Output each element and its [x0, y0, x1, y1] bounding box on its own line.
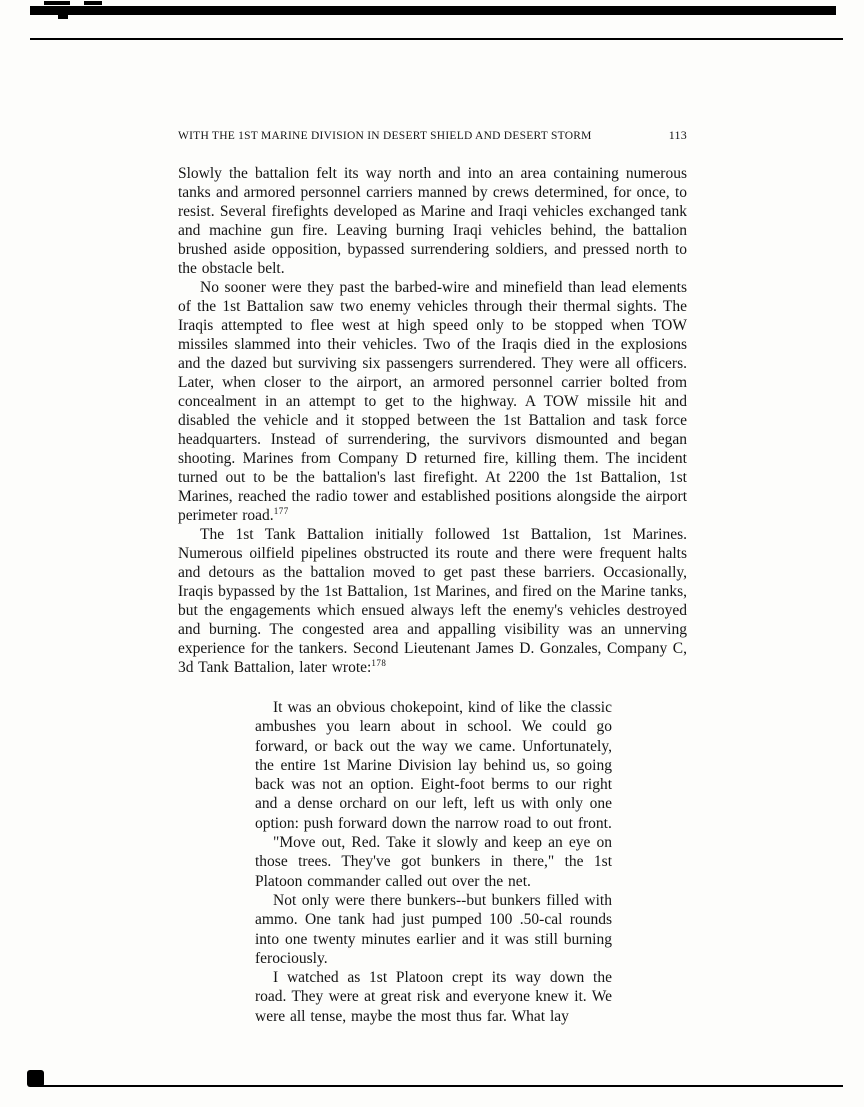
scan-artifact-tick [44, 1, 70, 5]
paragraph-text: Slowly the battalion felt its way north and into an area containing numerous tanks and armored personnel carriers manned by crews determined, for once, to resist. Several firefights developed as Marine and Iraqi vehicles exchanged tank and machine gun fire. Leaving burning Iraqi vehicles behind, the battalion brushed aside opposition, bypassed surrendering soldiers, and pressed north to the obstacle belt. [178, 165, 687, 277]
footnote-marker: 178 [371, 657, 387, 668]
scan-artifact-tick [84, 1, 102, 5]
footnote-marker: 177 [273, 505, 289, 516]
page-content [178, 128, 687, 1026]
paragraph [178, 164, 687, 278]
quote-paragraph: "Move out, Red. Take it slowly and keep an eye on those trees. They've got bunkers in there," the 1st Platoon commander called out over the net. [255, 834, 612, 890]
paragraph-text: The 1st Tank Battalion initially followed 1st Battalion, 1st Marines. Numerous oilfield pipelines obstructed its route and there were frequent halts and detours as the battalion moved to get past these barriers. Occasionally, Iraqis bypassed by the 1st Battalion, 1st Marines, and fired on the Marine tanks, but the engagements which ensued always left the enemy's vehicles destroyed and burning. The congested area and appalling visibility was an unnerving experience for the tankers. Second Lieutenant James D. Gonzales, Company C, 3d Tank Battalion, later wrote: [178, 526, 687, 676]
quote-paragraph: It was an obvious chokepoint, kind of like the classic ambushes you learn about in school. We could go forward, or back out the way we came. Unfortunately, the entire 1st Marine Division lay behind us, so going back was not an option. Eight-foot berms to our right and a dense orchard on our left, left us with only one option: push forward down the narrow road to out front. [255, 699, 612, 832]
block-quote [255, 698, 612, 1026]
page-number: 113 [668, 128, 687, 142]
paragraph [178, 525, 687, 677]
running-header [178, 128, 687, 143]
top-rule [30, 38, 843, 40]
quote-paragraph: Not only were there bunkers--but bunkers filled with ammo. One tank had just pumped 100 .50-cal rounds into one twenty minutes earlier and it was still burning ferociously. [255, 891, 612, 967]
running-header-title: WITH THE 1ST MARINE DIVISION IN DESERT SHIELD AND DESERT STORM [178, 130, 592, 142]
scan-artifact-top-bar [30, 6, 836, 15]
paragraph-text: No sooner were they past the barbed-wire and minefield than lead elements of the 1st Battalion saw two enemy vehicles through their thermal sights. The Iraqis attempted to flee west at high speed only to be stopped when TOW missiles slammed into their vehicles. Two of the Iraqis died in the explosions and the dazed but surviving six passengers surrendered. They were all officers. Later, when closer to the airport, an armored personnel carrier bolted from concealment in an attempt to get to the highway. A TOW missile hit and disabled the vehicle and it stopped between the 1st Battalion and task force headquarters. Instead of surrendering, the survivors dismounted and began shooting. Marines from Company D returned fire, killing them. The incident turned out to be the battalion's last firefight. At 2200 the 1st Battalion, 1st Marines, reached the radio tower and established positions alongside the airport perimeter road. [178, 279, 687, 524]
scan-artifact-tick [58, 15, 68, 19]
paragraph [178, 278, 687, 525]
bottom-rule [40, 1085, 843, 1087]
scan-artifact-bottom-blob [27, 1070, 44, 1087]
quote-paragraph: I watched as 1st Platoon crept its way down the road. They were at great risk and everyone knew it. We were all tense, maybe the most thus far. What lay [255, 969, 612, 1025]
